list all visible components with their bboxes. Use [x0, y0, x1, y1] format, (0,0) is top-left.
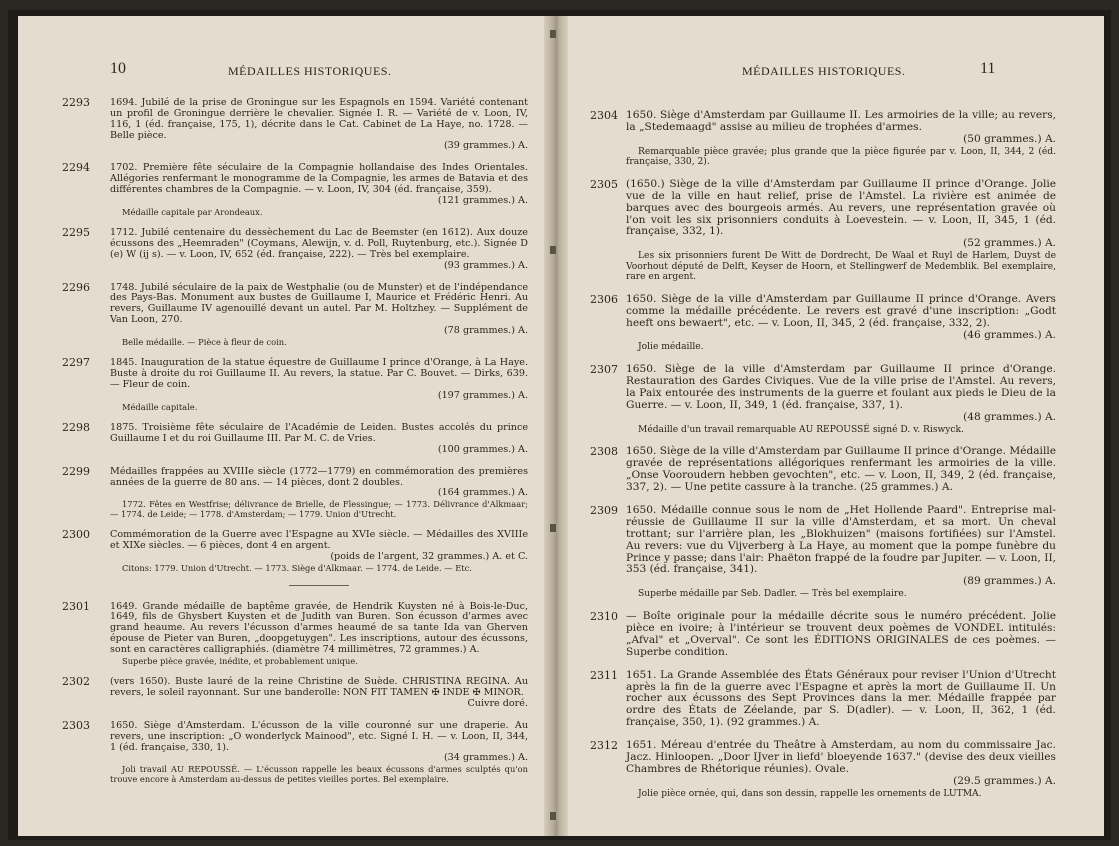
entry-description: 1650. Siège de la ville d'Amsterdam par Guillaume II prince d'Orange. Restauration des Gardes Civiques. Vue de la ville prise de l'Amstel. Au revers, la Paix entourée des instruments de la guerre et foulant aux pieds le Dieu de la Guerre. — v. Loon, II, 349, 1 (éd. française, 337, 1).: [626, 362, 1056, 411]
entry-weight: (93 grammes.) A.: [443, 259, 528, 271]
catalog-entry: [590, 503, 1056, 600]
entry-note: Joli travail AU REPOUSSÉ. — L'écusson rappelle les beaux écussons d'armes sculptés qu'on trouve encore à Amsterdam au-dessus de petites vieilles portes. Bel exemplaire.: [110, 764, 528, 784]
lot-number: 2310: [590, 609, 618, 623]
entry-description: 1651. La Grande Assemblée des États Généraux pour reviser l'Union d'Utrecht après la fin de la guerre avec l'Espagne et après la mort de Guillaume II. Un rocher aux écussons des Sept Provinces dans la mer. Médaille frappée par ordre des États de Zéelande, par S. D(adler). — v. Loon, II, 362, 1 (éd. française, 350, 1). (92 grammes.) A.: [626, 668, 1056, 729]
entry-note: Jolie médaille.: [638, 342, 704, 353]
entry-description: — Boîte originale pour la médaille décrite sous le numéro précédent. Jolie pièce en ivoire; à l'intérieur se trouvent deux poèmes de VONDEL intitulés: „Afval" et „Overval". Ce sont les ÉDITIONS ORIGINALES de ces poèmes. — Superbe condition.: [626, 609, 1056, 658]
entry-weight: (46 grammes.) A.: [963, 328, 1056, 341]
catalog-entry: [590, 292, 1056, 353]
entry-description: 1650. Siège d'Amsterdam. L'écusson de la ville couronné sur une draperie. Au revers, une inscription: „O wonderlyck Mainood", etc. Signé I. H. — v. Loon, II, 344, 1 (éd. française, 330, 1).: [110, 719, 528, 753]
lot-number: 2298: [62, 421, 90, 435]
binding-stitch: [550, 524, 556, 532]
entry-description: 1650. Siège de la ville d'Amsterdam par Guillaume II prince d'Orange. Médaille gravée de représentations allégoriques renfermant les armoiries de la ville. „Onse Vooroudern hebben gevochten", etc. — v. Loon, II, 349, 2 (éd. française, 337, 2). — Une petite cassure à la tranche. (25 grammes.) A.: [626, 445, 1056, 493]
entry-description: 1702. Première fête séculaire de la Compagnie hollandaise des Indes Orientales. Allégories renfermant le monogramme de la Compagnie, les armes de Batavia et des différentes chambres de la Compagnie. — v. Loon, IV, 304 (éd. française, 359).: [110, 162, 528, 195]
entry-description: 1694. Jubilé de la prise de Groningue sur les Espagnols en 1594. Variété contenant un profil de Groningue derrière le chevalier. Signée I. R. — Variété de v. Loon, IV, 116, 1 (éd. française, 175, 1), décrite dans le Cat. Cabinet de La Haye, no. 1728. — Belle pièce.: [110, 97, 528, 141]
lot-number: 2312: [590, 739, 618, 753]
entry-description: Commémoration de la Guerre avec l'Espagne au XVIe siècle. — Médailles des XVIIIe et XIXe siècles. — 6 pièces, dont 4 en argent.: [110, 529, 528, 552]
entry-description: 1712. Jubilé centenaire du dessèchement du Lac de Beemster (en 1612). Aux douze écussons des „Heemraden" (Coymans, Alewijn, v. d. Poll, Ruytenburg, etc.). Signée D (e) W (ij s). — v. Loon, IV, 652 (éd. française, 222). — Très bel exemplaire.: [110, 227, 528, 260]
entry-note: Médaille capitale par Arondeaux.: [122, 206, 263, 217]
entry-weight: (78 grammes.) A.: [443, 324, 528, 336]
entry-weight: (164 grammes.) A.: [437, 487, 528, 499]
lot-number: 2293: [62, 96, 90, 109]
catalog-entry: [590, 739, 1056, 799]
catalog-entry: [590, 177, 1056, 283]
lot-number: 2302: [62, 675, 90, 689]
entry-weight: (34 grammes.) A.: [443, 752, 528, 764]
catalog-entry: [62, 421, 528, 456]
entry-note: Belle médaille. — Pièce à fleur de coin.: [122, 336, 287, 347]
lot-number: 2294: [62, 161, 90, 175]
entry-weight: (50 grammes.) A.: [963, 132, 1056, 145]
catalog-entry: [62, 528, 528, 573]
catalog-entry: [590, 609, 1056, 659]
entry-description: Médailles frappées au XVIIIe siècle (1772—1779) en commémoration des premières années de la guerre de 80 ans. — 14 pièces, dont 2 doubles.: [110, 465, 528, 488]
page-number: 10: [110, 60, 126, 77]
catalog-entry: [62, 356, 528, 412]
binding-stitch: [550, 246, 556, 254]
left-page: [18, 16, 552, 836]
lot-number: 2297: [62, 356, 90, 370]
catalog-entry: [590, 445, 1056, 494]
catalog-entry: [62, 280, 528, 348]
entry-description: 1748. Jubilé séculaire de la paix de Westphalie (ou de Munster) et de l'indépendance des Pays-Bas. Monument aux bustes de Guillaume I, Maurice et Frédéric Henri. Au revers, Guillaume IV agenouillé devant un autel. Par M. Holtzhey. — Supplément de Van Loon, 270.: [110, 281, 528, 326]
entry-note: Superbe médaille par Seb. Dadler. — Très bel exemplaire.: [638, 589, 907, 600]
entry-note: Médaille d'un travail remarquable AU REPOUSSÉ signé D. v. Riswyck.: [638, 424, 964, 435]
book-gutter: [544, 16, 568, 836]
entry-weight: (48 grammes.) A.: [963, 410, 1056, 423]
entry-note: Les six prisonniers furent De Witt de Dordrecht, De Waal et Ruyl de Harlem, Duyst de Voorhout député de Delft, Keyser de Hoorn, et Stellingwerf de Medemblik. Bel exemplaire, rare en argent.: [626, 251, 1056, 283]
running-head: MÉDAILLES HISTORIQUES.: [742, 64, 906, 78]
entry-description: (1650.) Siège de la ville d'Amsterdam par Guillaume II prince d'Orange. Jolie vue de la ville en haut relief, prise de l'Amstel. La rivière est animée de barques avec des bourgeois armés. Au revers, une représentation gravée où l'on voit les six prisonniers conduits à Loevestein. — v. Loon, II, 345, 1 (éd. française, 332, 1).: [626, 177, 1056, 238]
lot-number: 2299: [62, 464, 90, 478]
lot-number: 2304: [590, 109, 618, 122]
catalog-entries: [62, 96, 528, 795]
entry-description: 1650. Siège de la ville d'Amsterdam par Guillaume II prince d'Orange. Avers comme la médaille précédente. Le revers est gravé d'une inscription: „Godt heeft ons bewaert", etc. — v. Loon, II, 345, 2 (éd. française, 332, 2).: [626, 292, 1056, 329]
entry-weight: (89 grammes.) A.: [963, 575, 1056, 588]
catalog-entry: [62, 599, 528, 667]
lot-number: 2305: [590, 177, 618, 191]
entry-description: 1650. Médaille connue sous le nom de „Het Hollende Paard". Entreprise mal-réussie de Guillaume II sur la ville d'Amsterdam, et sa mort. Un cheval trottant; sur l'arrière plan, les „Blokhuizen" (maisons fortifiées) sur l'Amstel. Au revers: vue du Vijverberg à La Haye, au moment que la pompe funèbre du Prince y passe; dans l'air: Phaëton frappé de la foudre par Jupiter. — v. Loon, II, 353 (éd. française, 341).: [626, 503, 1056, 576]
entry-note: Médaille capitale.: [122, 401, 198, 412]
entry-weight: (29.5 grammes.) A.: [953, 775, 1056, 788]
running-head: MÉDAILLES HISTORIQUES.: [228, 64, 392, 78]
entry-weight: (100 grammes.) A.: [437, 443, 528, 455]
lot-number: 2296: [62, 280, 90, 294]
page-number: 11: [980, 60, 996, 77]
binding-stitch: [550, 30, 556, 38]
entry-note: Citons: 1779. Union d'Utrecht. — 1773. Siège d'Alkmaar. — 1774. de Leide. — Etc.: [122, 562, 472, 573]
entry-description: (vers 1650). Buste lauré de la reine Christine de Suède. CHRISTINA REGINA. Au revers, le soleil rayonnant. Sur une banderolle: NON FIT TAMEN ✠ INDE ✠ MINOR.: [110, 676, 528, 699]
entry-note: Superbe pièce gravée, inédite, et probablement unique.: [122, 655, 358, 666]
entry-weight: Cuivre doré.: [467, 698, 528, 709]
catalog-entry: [62, 161, 528, 217]
section-divider: [289, 585, 349, 586]
catalog-entry: [590, 362, 1056, 435]
entry-note: Jolie pièce ornée, qui, dans son dessin, rappelle les ornements de LUTMA.: [638, 789, 982, 799]
lot-number: 2311: [590, 668, 618, 682]
lot-number: 2303: [62, 718, 90, 732]
binding-stitch: [550, 812, 556, 820]
catalog-entry: [62, 675, 528, 710]
entry-note: 1772. Fêtes en Westfrise; délivrance de Brielle, de Flessingue; — 1773. Délivrance d'Alkmaar; — 1774. de Leide; — 1778. d'Amsterdam; — 1779. Union d'Utrecht.: [110, 499, 528, 519]
entry-weight: (poids de l'argent, 32 grammes.) A. et C.: [330, 551, 528, 563]
entry-description: 1845. Inauguration de la statue équestre de Guillaume I prince d'Orange, à La Haye. Buste à droite du roi Guillaume II. Au revers, la statue. Par C. Bouvet. — Dirks, 639. — Fleur de coin.: [110, 357, 528, 390]
entry-note: Remarquable pièce gravée; plus grande que la pièce figurée par v. Loon, II, 344, 2 (éd. française, 330, 2).: [626, 146, 1056, 168]
right-page: [556, 16, 1104, 836]
catalog-entry: [62, 464, 528, 520]
entry-weight: (52 grammes.) A.: [963, 237, 1056, 250]
catalog-entry: [590, 668, 1056, 730]
lot-number: 2307: [590, 362, 618, 376]
catalog-entry: [590, 109, 1056, 168]
entry-description: 1649. Grande médaille de baptême gravée, de Hendrik Kuysten né à Bois-le-Duc, 1649, fils de Ghysbert Kuysten et de Judith van Buren. Son écusson d'armes avec grand heaume. Au revers l'écusson d'armes heaumé de sa tante Ida van Gherven épouse de Pieter van Buren, „doopgetuygen". Les inscriptions, autour des écussons, sont en caractères calligraphiés. (diamètre 74 millimètres, 72 grammes.) A.: [110, 600, 528, 655]
lot-number: 2306: [590, 292, 618, 306]
lot-number: 2295: [62, 226, 90, 240]
entry-weight: (197 grammes.) A.: [437, 389, 528, 401]
catalog-entries: [590, 109, 1056, 810]
entry-description: 1875. Troisième fête séculaire de l'Académie de Leiden. Bustes accolés du prince Guillaume I et du roi Guillaume III. Par M. C. de Vries.: [110, 422, 528, 445]
catalog-entry: [62, 96, 528, 152]
catalog-entry: [62, 226, 528, 271]
lot-number: 2308: [590, 445, 618, 459]
entry-description: 1650. Siège d'Amsterdam par Guillaume II. Les armoiries de la ville; au revers, la „Stedemaagd" assise au milieu de trophées d'armes.: [626, 109, 1056, 133]
entry-description: 1651. Méreau d'entrée du Theâtre à Amsterdam, au nom du commissaire Jac. Jacz. Hinloopen. „Door IJver in liefd' bloeyende 1637." (devise des deux vieilles Chambres de Rhétorique réunies). Ovale.: [626, 739, 1056, 776]
lot-number: 2301: [62, 599, 90, 613]
entry-weight: (39 grammes.) A.: [443, 140, 528, 152]
catalog-entry: [62, 718, 528, 785]
lot-number: 2300: [62, 528, 90, 542]
lot-number: 2309: [590, 503, 618, 517]
entry-weight: (121 grammes.) A.: [437, 194, 528, 206]
